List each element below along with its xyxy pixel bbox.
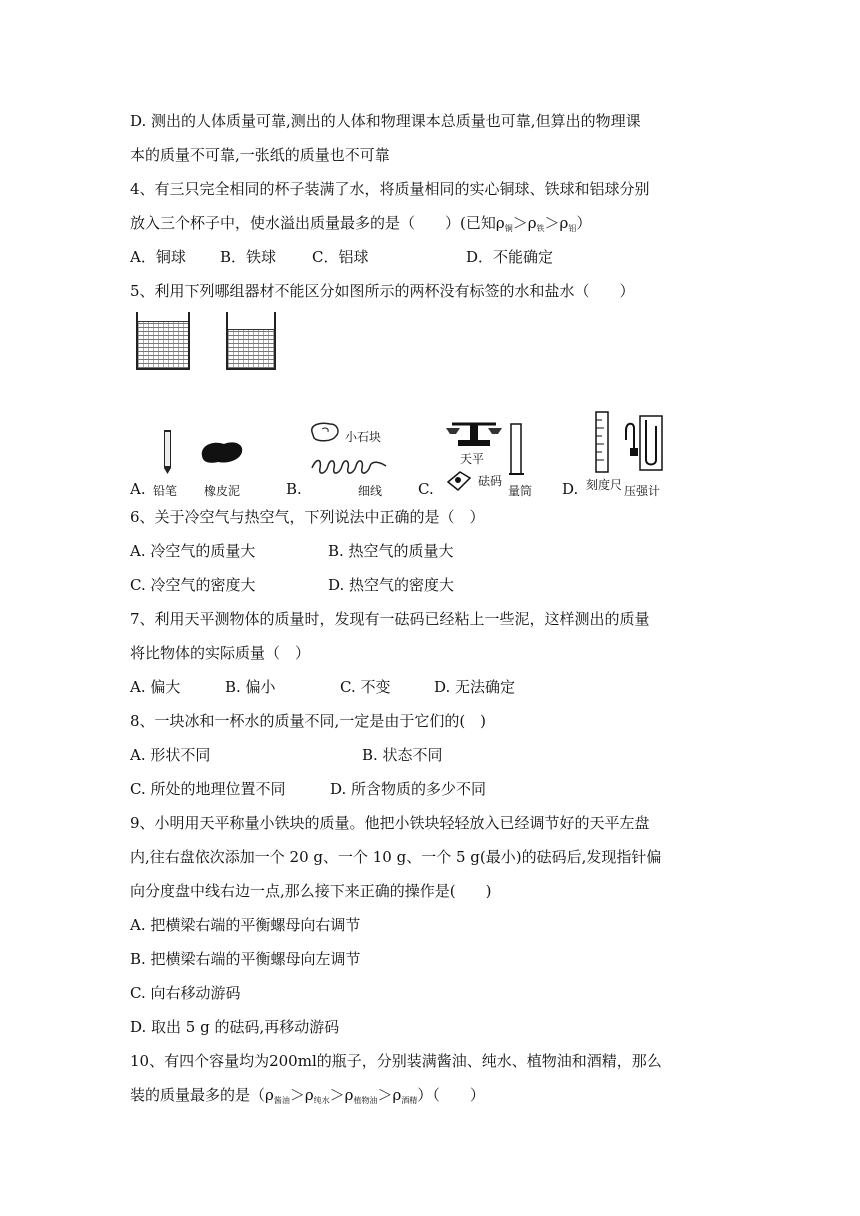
- q4-sub-iron: 铁: [536, 224, 545, 233]
- pencil-icon: [160, 426, 176, 474]
- q3-option-d-line1: D. 测出的人体质量可靠,测出的人体和物理课本总质量也可靠,但算出的物理课: [130, 112, 641, 130]
- q8-option-c[interactable]: C. 所处的地理位置不同: [130, 780, 286, 798]
- beaker-right: [226, 312, 276, 370]
- q4-option-c[interactable]: C．铝球: [312, 248, 369, 266]
- q5-question-line1: 5、利用下列哪组器材不能区分如图所示的两杯没有标签的水和盐水（ ）: [130, 282, 635, 300]
- measuring-cylinder-icon: [508, 422, 526, 478]
- thread-label: 细线: [358, 484, 383, 498]
- q5-option-b[interactable]: B.: [286, 480, 302, 498]
- q4-sub-copper: 铜: [504, 224, 513, 233]
- gauge-label: 压强计: [624, 484, 661, 498]
- q10-sub-water: 纯水: [313, 1096, 330, 1105]
- q9-option-c[interactable]: C. 向右移动游码: [130, 984, 241, 1002]
- q7-option-b[interactable]: B. 偏小: [225, 678, 276, 696]
- q10-line2-text: 装的质量最多的是（ρ: [130, 1086, 274, 1104]
- q4-option-d[interactable]: D．不能确定: [466, 248, 554, 266]
- q7-question-line1: 7、利用天平测物体的质量时，发现有一砝码已经粘上一些泥，这样测出的质量: [130, 610, 650, 628]
- q6-option-c[interactable]: C. 冷空气的密度大: [130, 576, 256, 594]
- pressure-gauge-icon: [622, 410, 668, 474]
- q4-option-b[interactable]: B．铁球: [220, 248, 277, 266]
- weights-label: 砝码: [478, 474, 503, 488]
- clay-icon: [198, 438, 246, 466]
- q4-gt-2: ＞ρ: [544, 214, 569, 232]
- q7-option-d[interactable]: D. 无法确定: [434, 678, 516, 696]
- q8-option-a[interactable]: A. 形状不同: [130, 746, 211, 764]
- q5-option-d[interactable]: D.: [562, 480, 579, 498]
- clay-label: 橡皮泥: [204, 484, 241, 498]
- beaker-right-liquid: [228, 329, 274, 368]
- q4-gt-1: ＞ρ: [512, 214, 537, 232]
- beaker-left-liquid: [138, 321, 188, 368]
- q10-sub-soy: 酱油: [273, 1096, 290, 1105]
- q3-option-d-line2: 本的质量不可靠,一张纸的质量也不可靠: [130, 146, 390, 164]
- q5-option-a[interactable]: A.: [130, 480, 146, 498]
- q10-gt-1: ＞ρ: [289, 1086, 314, 1104]
- q4-sub-aluminum: 铝: [568, 224, 577, 233]
- q4-close: ）: [576, 214, 592, 232]
- q8-option-b[interactable]: B. 状态不同: [362, 746, 443, 764]
- q4-option-a[interactable]: A．铜球: [130, 248, 186, 266]
- q4-question-line1: 4、有三只完全相同的杯子装满了水，将质量相同的实心铜球、铁球和铝球分别: [130, 180, 650, 198]
- q10-gt-2: ＞ρ: [329, 1086, 354, 1104]
- q4-question-line2: [130, 212, 730, 240]
- q7-option-c[interactable]: C. 不变: [340, 678, 391, 696]
- q6-question-line1: 6、关于冷空气与热空气，下列说法中正确的是（ ）: [130, 508, 485, 526]
- q9-option-b[interactable]: B. 把横梁右端的平衡螺母向左调节: [130, 950, 361, 968]
- q9-option-a[interactable]: A. 把横梁右端的平衡螺母向右调节: [130, 916, 361, 934]
- q10-question-line2: [130, 1084, 730, 1112]
- balance-icon: [444, 418, 504, 448]
- pencil-label: 铅笔: [153, 484, 178, 498]
- q6-option-d[interactable]: D. 热空气的密度大: [328, 576, 455, 594]
- q8-question-line1: 8、一块冰和一杯水的质量不同,一定是由于它们的( ): [130, 712, 487, 730]
- q10-sub-alcohol: 酒精: [401, 1096, 418, 1105]
- q7-question-line2: 将比物体的实际质量（ ）: [130, 644, 311, 662]
- q7-option-a[interactable]: A. 偏大: [130, 678, 181, 696]
- q9-option-d[interactable]: D. 取出 5 g 的砝码,再移动游码: [130, 1018, 340, 1036]
- q5-option-c[interactable]: C.: [418, 480, 434, 498]
- thread-icon: [310, 456, 390, 476]
- ruler-label: 刻度尺: [586, 478, 623, 492]
- weights-box-icon: [446, 468, 472, 492]
- stone-label: 小石块: [345, 430, 382, 444]
- q10-sub-oil: 植物油: [353, 1096, 378, 1105]
- q6-option-b[interactable]: B. 热空气的质量大: [328, 542, 454, 560]
- q9-question-line3: 向分度盘中线右边一点,那么接下来正确的操作是( ): [130, 882, 492, 900]
- q10-gt-3: ＞ρ: [377, 1086, 402, 1104]
- q9-question-line1: 9、小明用天平称量小铁块的质量。他把小铁块轻轻放入已经调节好的天平左盘: [130, 814, 650, 832]
- beaker-left: [136, 312, 190, 370]
- q10-close: ）（ ）: [417, 1086, 485, 1104]
- q4-line2-text: 放入三个杯子中，使水溢出质量最多的是（ ）(已知ρ: [130, 214, 505, 232]
- q9-question-line2: 内,往右盘依次添加一个 20 g、一个 10 g、一个 5 g(最小)的砝码后,发现指针偏: [130, 848, 662, 866]
- stone-icon: [308, 420, 342, 444]
- q8-option-d[interactable]: D. 所含物质的多少不同: [330, 780, 487, 798]
- ruler-icon: [592, 410, 614, 474]
- cylinder-label: 量筒: [508, 484, 533, 498]
- q6-option-a[interactable]: A. 冷空气的质量大: [130, 542, 256, 560]
- q10-question-line1: 10、有四个容量均为200ml的瓶子，分别装满酱油、纯水、植物油和酒精，那么: [130, 1052, 662, 1070]
- balance-label: 天平: [460, 452, 485, 466]
